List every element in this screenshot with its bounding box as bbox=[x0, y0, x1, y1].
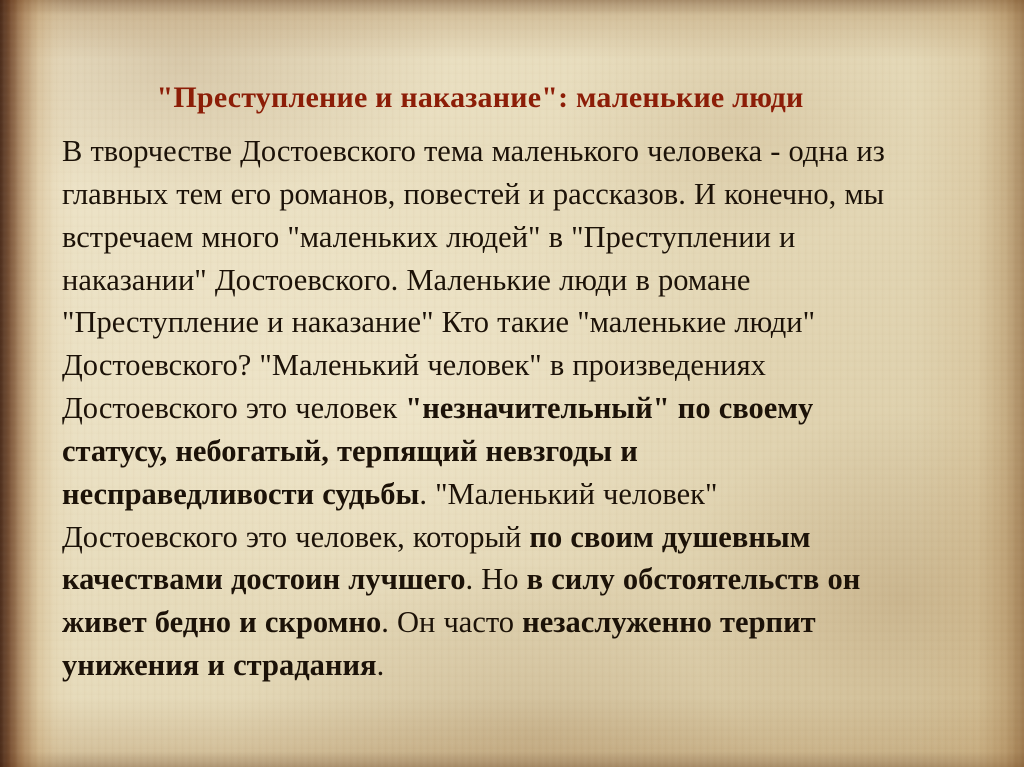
text-run: В творчестве Достоевского тема маленького человека - одна из главных тем его романов, повестей и рассказов. И конечно, мы встречаем много "маленьких людей" в "Преступлении и наказании" Достоевского. Маленькие люди в романе "Преступление и наказание" Кто такие "маленькие люди" Достоевского? "Маленький человек" в произведениях Достоевского это человек bbox=[62, 134, 885, 426]
text-run: . Он часто bbox=[381, 605, 523, 640]
slide-content bbox=[62, 80, 898, 687]
text-run: . Но bbox=[465, 562, 527, 597]
emphasis-run: в силу обстоятельств он живет бедно и скромно bbox=[62, 562, 861, 640]
text-run: . "Маленький человек" Достоевского это человек, который bbox=[62, 476, 718, 554]
text-run: . bbox=[376, 648, 385, 683]
slide-body-paragraph bbox=[62, 130, 898, 687]
emphasis-run: незаслуженно терпит унижения и страдания bbox=[62, 605, 816, 683]
emphasis-run: "незначительный" по своему статусу, небогатый, терпящий невзгоды и несправедливости судьбы bbox=[62, 391, 814, 511]
slide-title: "Преступление и наказание": маленькие люди bbox=[156, 81, 804, 114]
emphasis-run: по своим душевным качествами достоин лучшего bbox=[62, 519, 811, 597]
